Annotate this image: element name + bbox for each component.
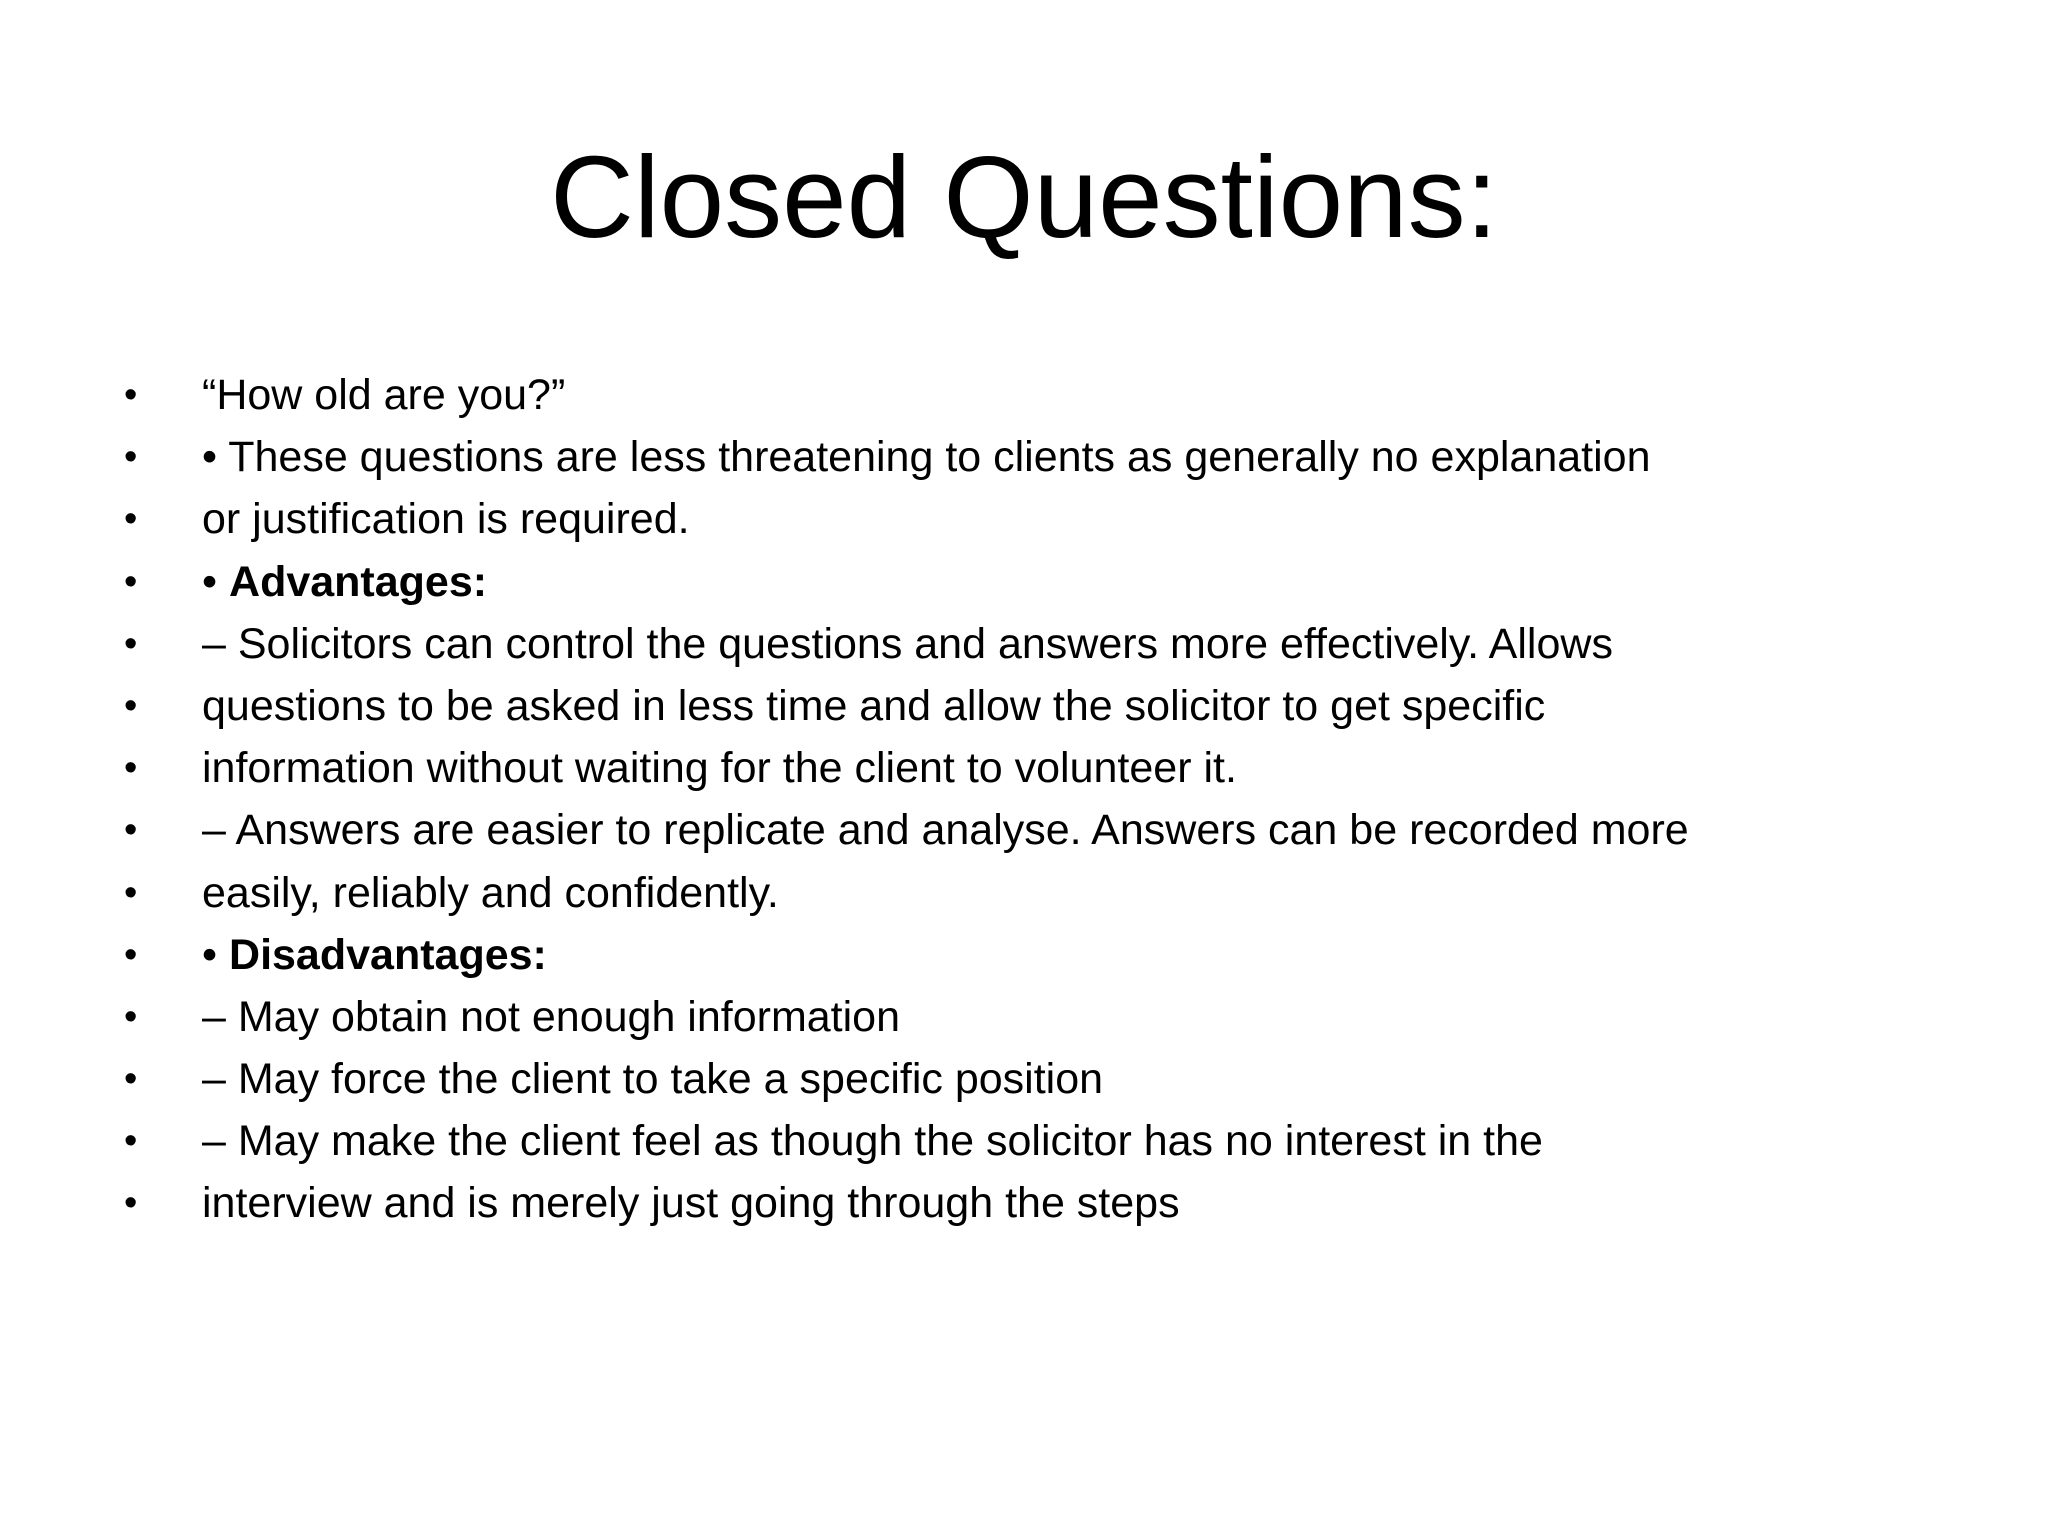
bullet-text: information without waiting for the client to volunteer it. [202, 744, 1237, 793]
bullet-icon: • [124, 498, 138, 541]
bullet-icon: • [124, 809, 138, 852]
bullet-line [0, 551, 2048, 613]
bullet-line [0, 488, 2048, 550]
bullet-line [0, 426, 2048, 488]
bullet-text: easily, reliably and confidently. [202, 868, 779, 917]
bullet-line [0, 986, 2048, 1048]
bullet-icon: • [124, 995, 138, 1038]
slide-title: Closed Questions: [550, 132, 1498, 262]
bullet-text: interview and is merely just going through the steps [202, 1179, 1180, 1228]
bullet-icon: • [124, 622, 138, 665]
bullet-text: – May force the client to take a specific position [202, 1055, 1104, 1104]
bullet-text: – Answers are easier to replicate and analyse. Answers can be recorded more [202, 806, 1689, 855]
bullet-line [0, 1110, 2048, 1172]
bullet-text [202, 551, 487, 613]
bullet-text: or justification is required. [202, 495, 690, 544]
bullet-icon: • [124, 1120, 138, 1163]
bullet-text: • These questions are less threatening to clients as generally no explanation [202, 433, 1651, 482]
bullet-line [0, 1048, 2048, 1110]
bullet-prefix: • [202, 930, 230, 979]
bullet-line [0, 862, 2048, 924]
bullet-icon: • [124, 436, 138, 479]
advantages-heading: Advantages: [229, 557, 488, 606]
bullet-text: – May obtain not enough information [202, 992, 901, 1041]
bullet-line [0, 737, 2048, 799]
bullet-icon: • [124, 933, 138, 976]
bullet-icon: • [124, 1058, 138, 1101]
bullet-text: – May make the client feel as though the solicitor has no interest in the [202, 1117, 1543, 1166]
disadvantages-heading: Disadvantages: [229, 930, 547, 979]
bullet-text: “How old are you?” [202, 371, 566, 419]
bullet-line [0, 924, 2048, 986]
bullet-icon: • [124, 684, 138, 727]
bullet-line [0, 364, 2048, 426]
bullet-line [0, 799, 2048, 861]
bullet-icon: • [124, 747, 138, 790]
bullet-line [0, 613, 2048, 675]
bullet-line [0, 675, 2048, 737]
bullet-list [0, 364, 2048, 1235]
bullet-icon: • [124, 1182, 138, 1225]
bullet-line [0, 1172, 2048, 1234]
bullet-icon: • [124, 871, 138, 914]
bullet-text [202, 924, 547, 986]
bullet-icon: • [124, 560, 138, 603]
bullet-text: questions to be asked in less time and allow the solicitor to get specific [202, 681, 1546, 730]
bullet-icon: • [124, 374, 138, 416]
bullet-text: – Solicitors can control the questions and answers more effectively. Allows [202, 619, 1613, 668]
bullet-prefix: • [202, 557, 230, 606]
